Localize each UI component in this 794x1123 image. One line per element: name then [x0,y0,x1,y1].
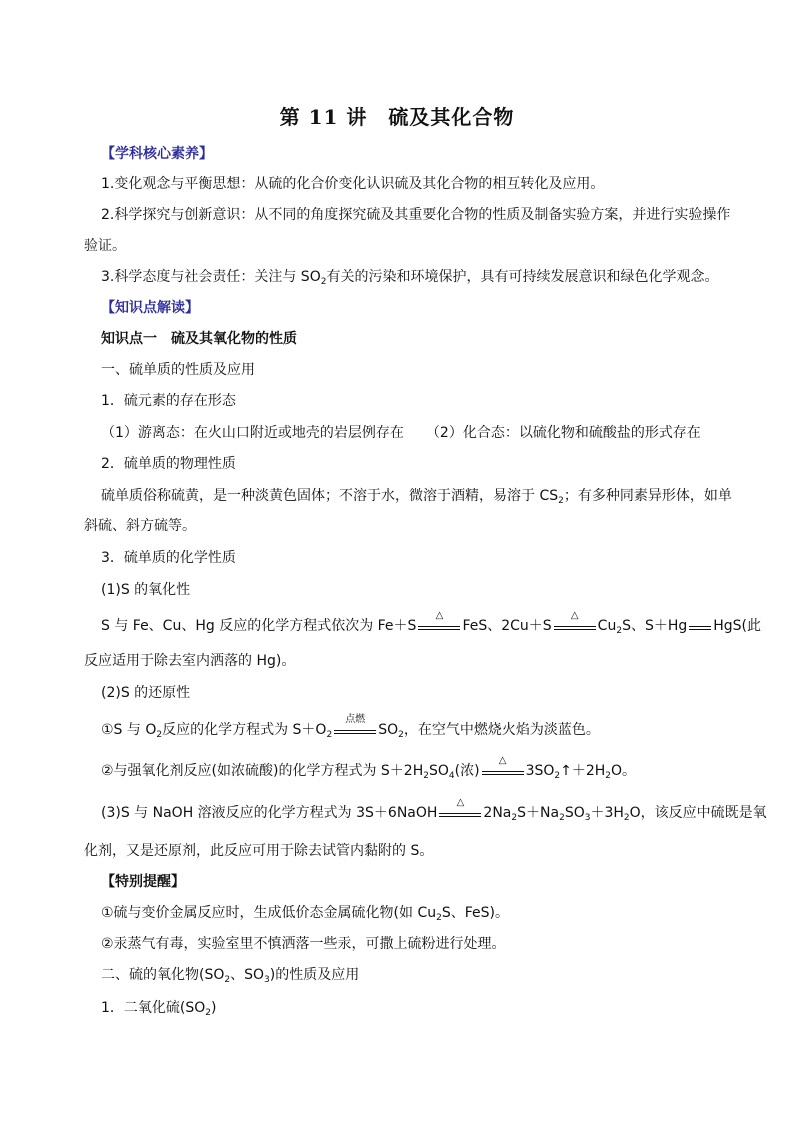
naoh-equation-cont: 化剂，又是还原剂，此反应可用于除去试管内黏附的 S。 [84,843,434,859]
subheading-chemical: 3．硫单质的化学性质 [101,550,236,566]
naoh-equation: (3)S 与 NaOH 溶液反应的化学方程式为 3S＋6NaOH △ $2Na_2S+Na_2SO_3+3H_2O$，该反应中硫既是氧 [101,797,767,823]
subheading-existence: 1．硫元素的存在形态 [101,393,236,409]
subheading-so2: 1．二氧化硫$(SO_2)$ [101,1000,217,1018]
core-literacy-tag: 【学科核心素养】 [101,146,213,162]
literacy-item-3: 3.科学态度与社会责任：关注与 $SO_2$有关的污染和环境保护，具有可持续发展意识和绿色化学观念。 [101,269,719,287]
heat-condition-arrow: △ [416,616,462,636]
section-heading-1: 一、硫单质的性质及应用 [101,362,255,378]
literacy-item-1: 1.变化观念与平衡思想：从硫的化合价变化认识硫及其化合物的相互转化及应用。 [101,176,605,192]
heat-condition-arrow: △ [552,616,598,636]
oxidizing-heading: (1)S 的氧化性 [101,582,191,598]
subheading-physical: 2．硫单质的物理性质 [101,456,236,472]
heat-condition-arrow: △ [437,803,483,823]
oxidizing-equations-cont: 反应适用于除去室内洒落的 Hg)。 [84,653,296,669]
ignite-condition-arrow: 点燃 [332,720,378,740]
reducing-heading: (2)S 的还原性 [101,685,191,701]
physical-properties-cont: 斜硫、斜方硫等。 [84,518,196,534]
special-tip-tag: 【特别提醒】 [101,874,185,890]
physical-properties: 硫单质俗称硫黄，是一种淡黄色固体；不溶于水，微溶于酒精，易溶于 $CS_2$；有多种同素异形体，如单 [101,488,732,506]
tip-item-2: ②汞蒸气有毒，实验室里不慎洒落一些汞，可撒上硫粉进行处理。 [101,936,506,952]
section-heading-2: 二、硫的氧化物($SO_2$、$SO_3$)的性质及应用 [101,967,360,985]
knowledge-point-1-heading: 知识点一 硫及其氧化物的性质 [101,331,297,347]
reducing-eq-1: ①S 与 $O_2$反应的化学方程式为 $S+O_2$ 点燃 $SO_2$，在空气中燃烧火焰为淡蓝色。 [101,714,600,740]
tip-item-1: ①硫与变价金属反应时，生成低价态金属硫化物(如 $Cu_2S$、FeS)。 [101,905,509,923]
literacy-item-2: 2.科学探究与创新意识：从不同的角度探究硫及其重要化合物的性质及制备实验方案，并进行实验操作 [101,207,731,223]
oxidizing-equations: S 与 Fe、Cu、Hg 反应的化学方程式依次为 Fe＋S △ FeS、2Cu＋S △ $Cu_2S$、S＋Hg HgS(此 [101,610,762,636]
existence-forms: （1）游离态：在火山口附近或地壳的岩层例存在 （2）化合态：以硫化物和硫酸盐的形式存在 [101,425,701,441]
page-title: 第 11 讲 硫及其化合物 [279,105,515,129]
literacy-item-2-cont: 验证。 [84,238,126,254]
reducing-eq-2: ②与强氧化剂反应(如浓硫酸)的化学方程式为 $S+2H_2SO_4$(浓) △ $3SO_2↑+2H_2O$。 [101,755,637,781]
equals-sign [687,616,713,636]
knowledge-tag: 【知识点解读】 [101,300,199,316]
heat-condition-arrow: △ [480,761,526,781]
